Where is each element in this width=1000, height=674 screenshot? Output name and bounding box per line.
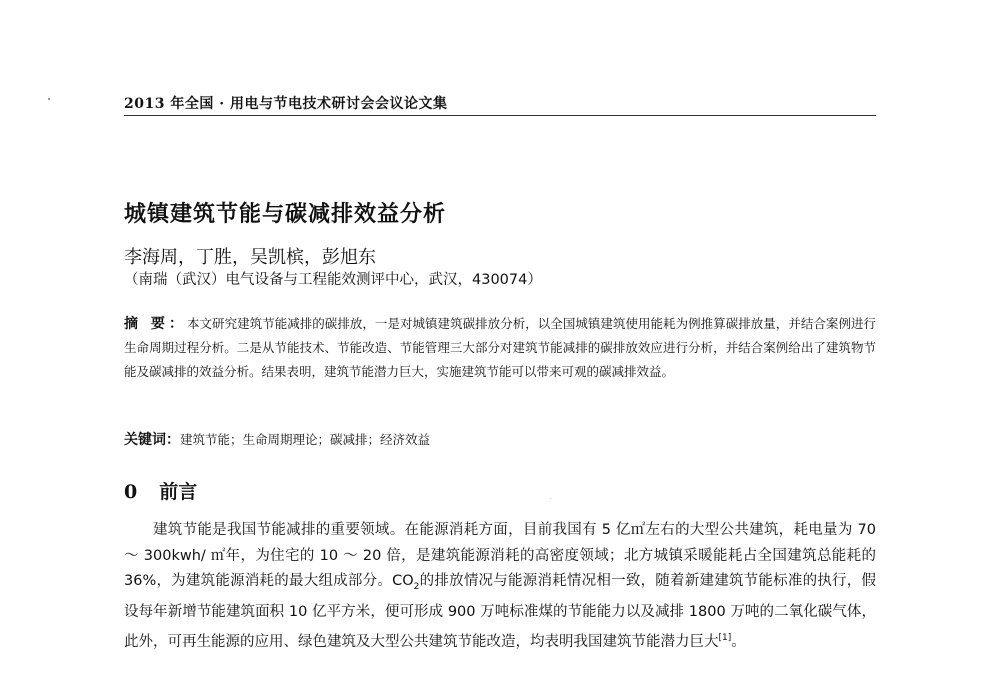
co2-subscript: 2 (413, 581, 420, 592)
author-list: 李海周，丁胜，吴凯槟，彭旭东 (124, 247, 376, 268)
abstract-label: 摘 要： (124, 316, 187, 332)
body-text-part3: 。 (731, 633, 746, 650)
keywords-text: 建筑节能；生命周期理论；碳减排；经济效益 (180, 432, 431, 447)
paper-title: 城镇建筑节能与碳减排效益分析 (124, 201, 447, 227)
header-rule (124, 115, 876, 116)
running-head: 2013 年全国 · 用电与节电技术研讨会会议论文集 (124, 96, 448, 112)
abstract (124, 312, 876, 384)
section-title: 前言 (159, 481, 198, 503)
body-text-part1: 建筑节能是我国节能减排的重要领域。在能源消耗方面，目前我国有 5 亿㎡左右的大型公共建筑，耗电量为 70 ～ 300kwh/ ㎡年，为住宅的 10 ～ 20 倍，是建筑能源消耗的高密度领域；北方城镇采暖能耗占全国建筑总能耗的 36%，为建筑能源消耗的最大组成部分。CO (124, 522, 876, 589)
section-number: 0 (124, 481, 138, 503)
body-text-part2: 的排放情况与能源消耗情况相一致，随着新建建筑节能标准的执行，假设每年新增节能建筑面积 10 亿平方米，便可形成 900 万吨标准煤的节能能力以及减排 1800 万吨的二氧化碳气体，此外，可再生能源的应用、绿色建筑及大型公共建筑节能改造，均表明我国建筑节能潜力巨大 (124, 573, 877, 650)
section-heading (124, 477, 197, 504)
abstract-text: 本文研究建筑节能减排的碳排放，一是对城镇建筑碳排放分析，以全国城镇建筑使用能耗为例推算碳排放量，并结合案例进行生命周期过程分析。二是从节能技术、节能改造、节能管理三大部分对建筑节能减排的碳排放效应进行分析，并结合案例给出了建筑物节能及碳减排的效益分析。结果表明，建筑节能潜力巨大，实施建筑节能可以带来可观的碳减排效益。 (124, 316, 877, 379)
keywords (124, 429, 876, 449)
body-paragraph (124, 518, 876, 655)
keywords-label: 关键词： (124, 432, 180, 448)
scan-speck-2 (550, 498, 551, 499)
citation-ref: [1] (718, 632, 732, 643)
affiliation: （南瑞（武汉）电气设备与工程能效测评中心，武汉，430074） (124, 272, 542, 288)
scan-speck (48, 98, 50, 100)
